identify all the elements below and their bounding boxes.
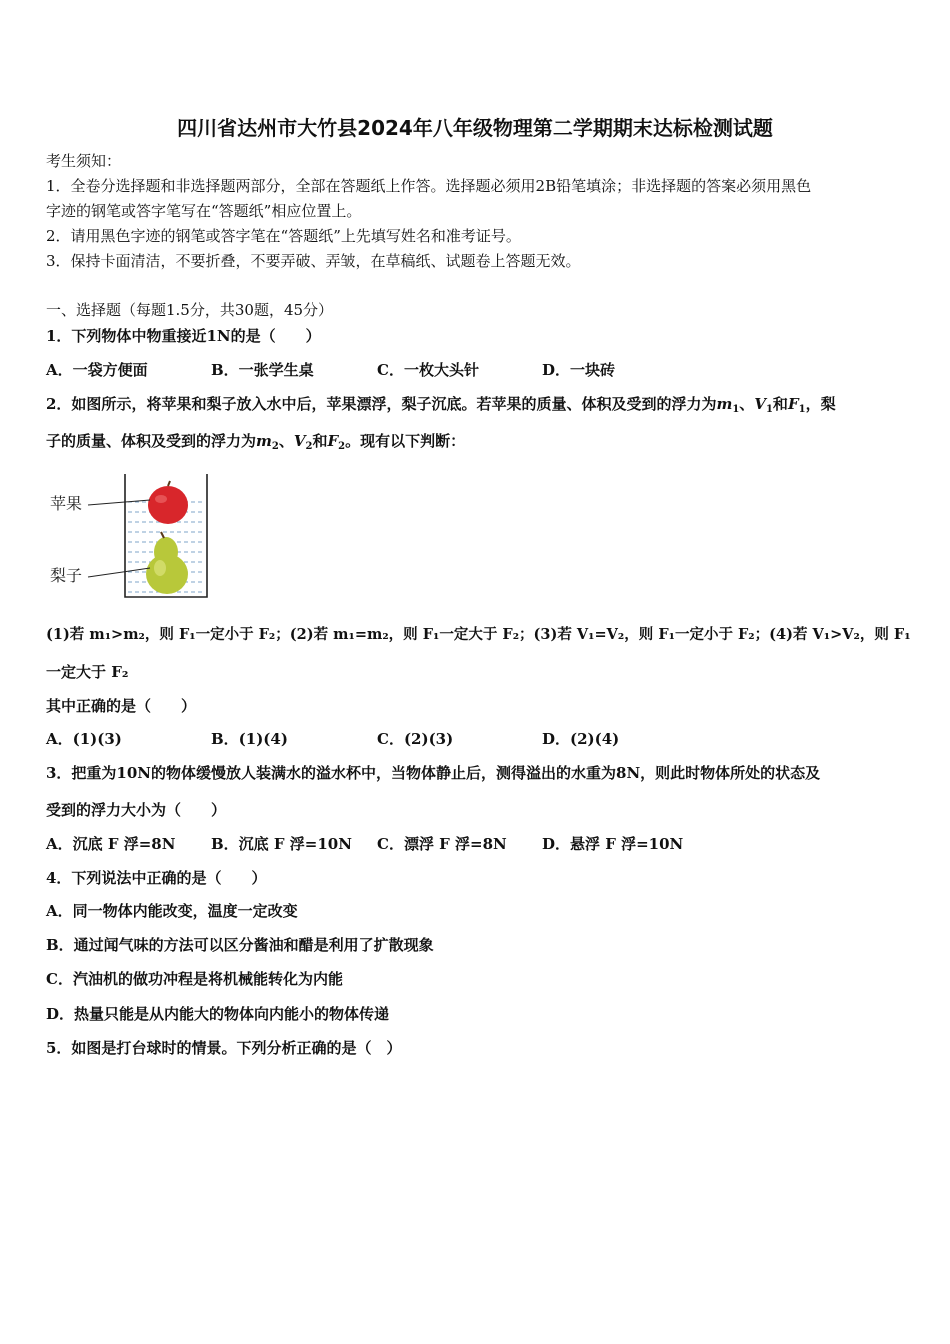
q1-option-b: B．一张学生桌 — [211, 361, 314, 379]
question-4-stem: 4．下列说法中正确的是（ ） — [46, 869, 267, 887]
question-3-line-2: 受到的浮力大小为（ ） — [46, 801, 227, 819]
notice-item-2: 2．请用黑色字迹的钢笔或答字笔在“答题纸”上先填写姓名和准考证号。 — [46, 227, 521, 245]
apple-shape — [148, 481, 188, 524]
q4-option-a: A．同一物体内能改变，温度一定改变 — [46, 902, 298, 920]
q2-option-d: D．(2)(4) — [542, 730, 620, 748]
q3-option-d: D．悬浮 F 浮=10N — [542, 835, 684, 853]
page-title: 四川省达州市大竹县2024年八年级物理第二学期期末达标检测试题 — [177, 116, 773, 140]
question-3-line-1: 3．把重为10N的物体缓慢放人装满水的溢水杯中，当物体静止后，测得溢出的水重为8N，则此时物体所处的状态及 — [46, 764, 821, 782]
question-2-judgments: (1)若 m₁>m₂，则 F₁一定小于 F₂；(2)若 m₁=m₂，则 F₁一定大于 F₂；(3)若 V₁=V₂，则 F₁一定小于 F₂；(4)若 V₁>V₂，则 F₁ — [46, 626, 911, 643]
section-heading: 一、选择题（每题1.5分，共30题，45分） — [46, 301, 334, 319]
notice-heading: 考生须知： — [46, 152, 122, 170]
q3-option-c: C．漂浮 F 浮=8N — [377, 835, 507, 853]
notice-item-1-cont: 字迹的钢笔或答字笔写在“答题纸”相应位置上。 — [46, 202, 362, 220]
question-2-judgments-cont: 一定大于 F₂ — [46, 663, 129, 681]
question-2-line-1: 2．如图所示，将苹果和梨子放入水中后，苹果漂浮，梨子沉底。若苹果的质量、体积及受到的浮力为$m_1$、$V_1$和$F_1$，梨 — [46, 395, 836, 415]
q2-option-a: A．(1)(3) — [46, 730, 122, 748]
pear-shape — [146, 532, 188, 594]
q2-option-b: B．(1)(4) — [211, 730, 288, 748]
q3-option-b: B．沉底 F 浮=10N — [211, 835, 352, 853]
question-5-stem: 5．如图是打台球时的情景。下列分析正确的是（ ） — [46, 1039, 402, 1057]
notice-item-1: 1．全卷分选择题和非选择题两部分，全部在答题纸上作答。选择题必须用2B铅笔填涂；非选择题的答案必须用黑色 — [46, 177, 812, 195]
apple-pear-figure — [46, 470, 216, 605]
q4-option-d: D．热量只能是从内能大的物体向内能小的物体传递 — [46, 1005, 390, 1023]
label-pear: 梨子 — [50, 566, 83, 585]
q4-option-c: C．汽油机的做功冲程是将机械能转化为内能 — [46, 970, 343, 988]
beaker-diagram — [46, 470, 216, 605]
q1-option-d: D．一块砖 — [542, 361, 616, 379]
q2-option-c: C．(2)(3) — [377, 730, 454, 748]
question-2-which: 其中正确的是（ ） — [46, 697, 197, 715]
question-2-line-2: 子的质量、体积及受到的浮力为$m_2$、$V_2$和$F_2$。现有以下判断： — [46, 432, 466, 452]
q3-option-a: A．沉底 F 浮=8N — [46, 835, 176, 853]
q1-option-c: C．一枚大头针 — [377, 361, 479, 379]
label-apple: 苹果 — [50, 494, 83, 513]
q4-option-b: B．通过闻气味的方法可以区分酱油和醋是利用了扩散现象 — [46, 936, 434, 954]
q1-option-a: A．一袋方便面 — [46, 361, 148, 379]
notice-item-3: 3．保持卡面清洁，不要折叠，不要弄破、弄皱，在草稿纸、试题卷上答题无效。 — [46, 252, 581, 270]
question-1-stem: 1．下列物体中物重接近1N的是（ ） — [46, 327, 321, 345]
